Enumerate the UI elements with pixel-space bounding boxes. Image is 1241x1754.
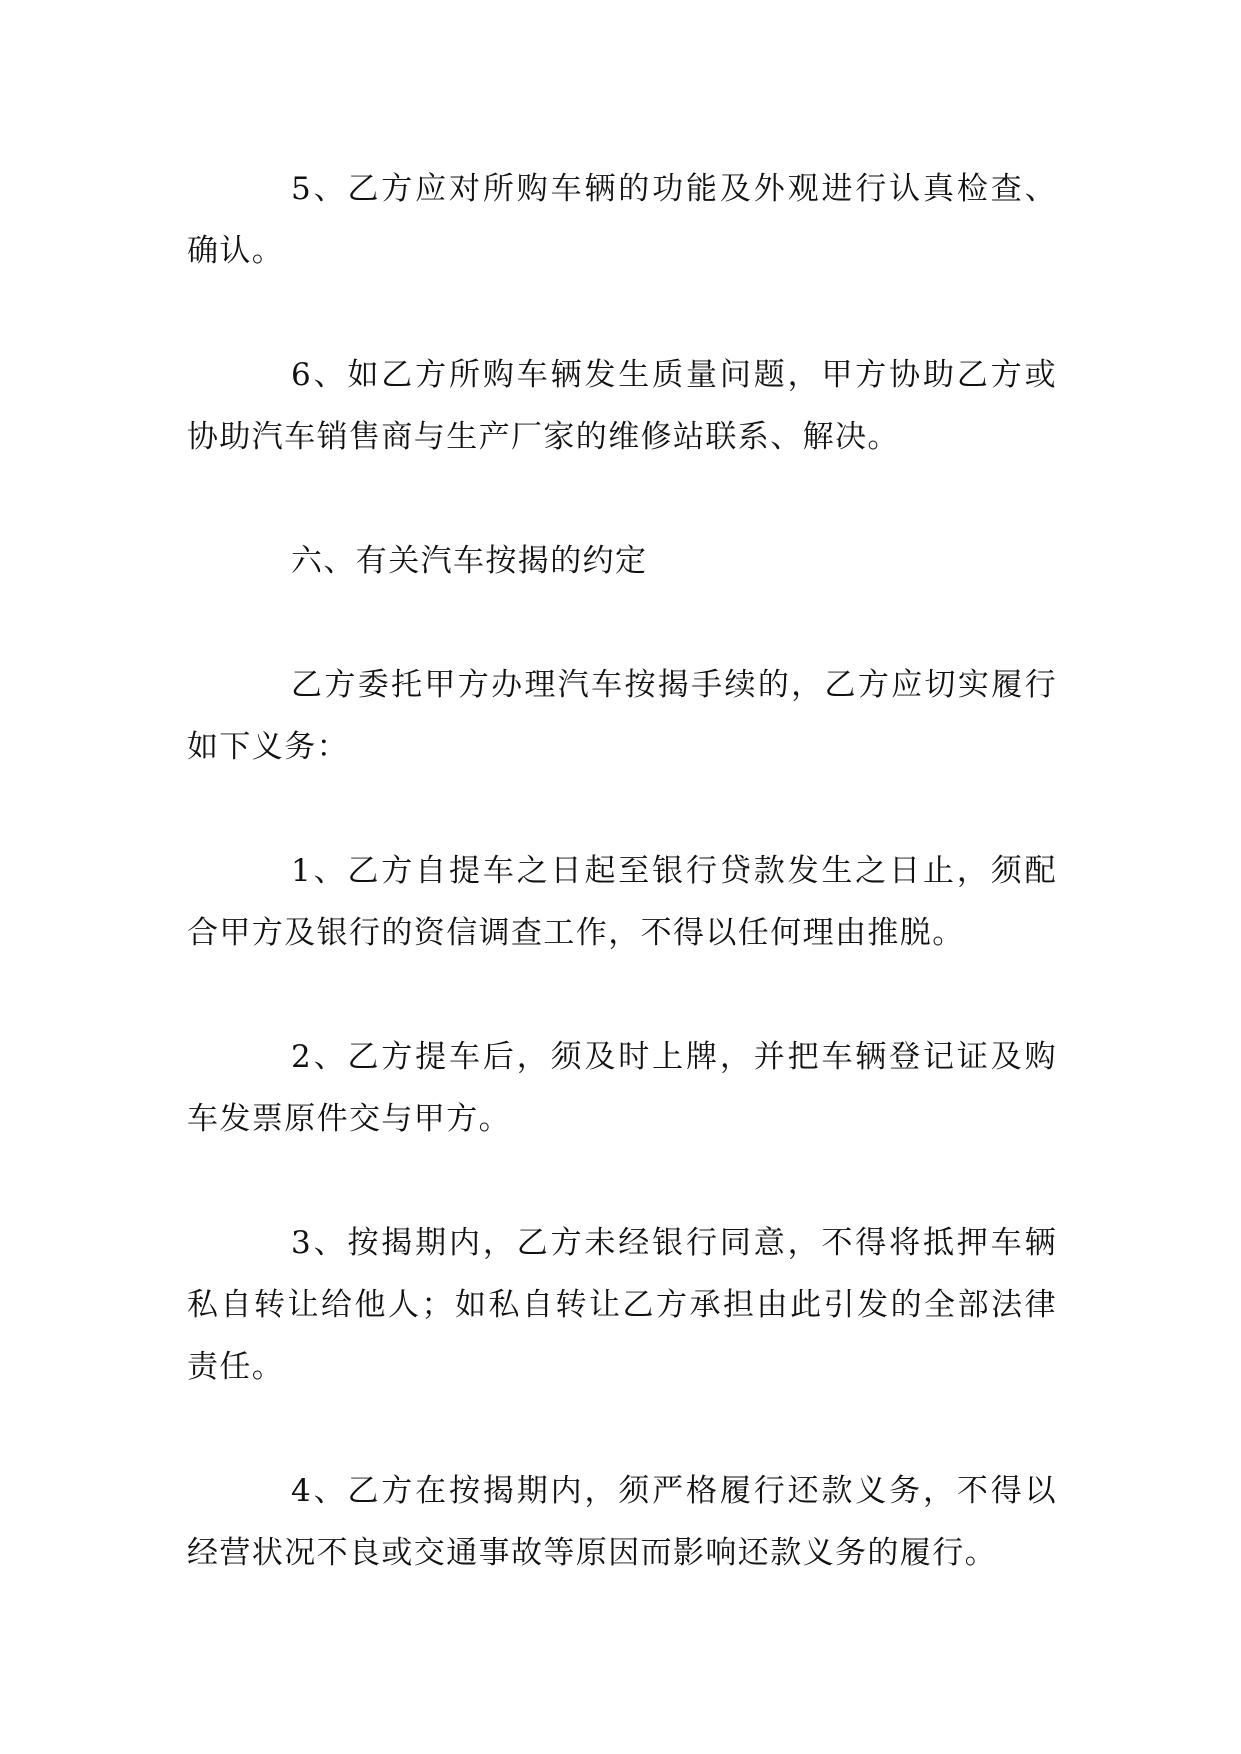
paragraph-clause-5: 5、乙方应对所购车辆的功能及外观进行认真检查、确认。 [187,171,1057,269]
paragraph-mortgage-clause-3: 3、按揭期内，乙方未经银行同意，不得将抵押车辆私自转让给他人；如私自转让乙方承担由此引发的全部法律责任。 [187,1225,1057,1385]
paragraph-mortgage-clause-4: 4、乙方在按揭期内，须严格履行还款义务，不得以经营状况不良或交通事故等原因而影响还款义务的履行。 [187,1473,1057,1571]
paragraph-clause-6: 6、如乙方所购车辆发生质量问题，甲方协助乙方或协助汽车销售商与生产厂家的维修站联系、解决。 [187,357,1057,455]
paragraph-mortgage-clause-2: 2、乙方提车后，须及时上牌，并把车辆登记证及购车发票原件交与甲方。 [187,1039,1057,1137]
paragraph-mortgage-intro: 乙方委托甲方办理汽车按揭手续的，乙方应切实履行如下义务： [187,667,1057,765]
document-body [187,158,1057,1584]
paragraph-mortgage-clause-1: 1、乙方自提车之日起至银行贷款发生之日止，须配合甲方及银行的资信调查工作，不得以任何理由推脱。 [187,853,1057,951]
section-heading-mortgage: 六、有关汽车按揭的约定 [291,543,648,579]
